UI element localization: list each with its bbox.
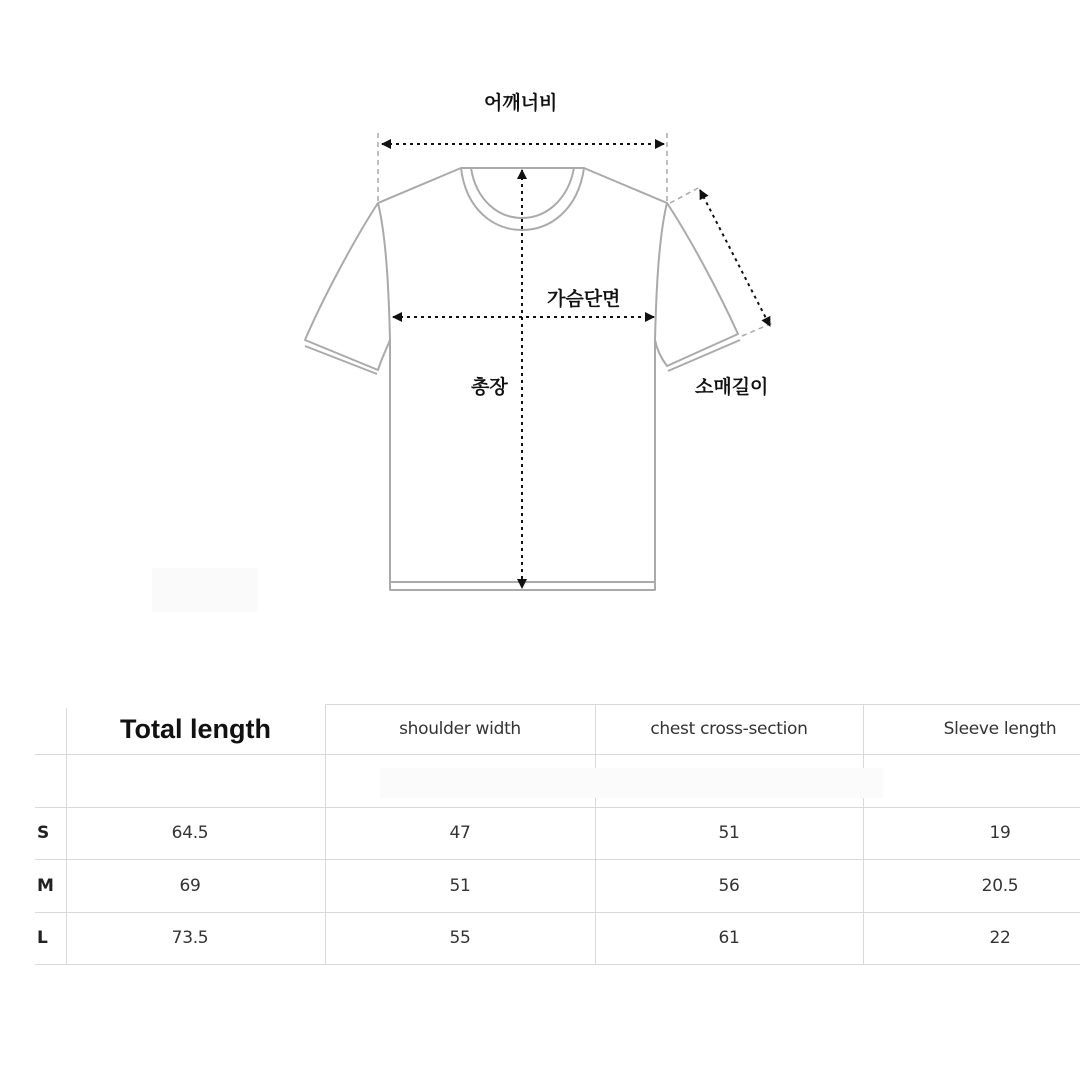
- table-cell: 61: [718, 928, 740, 948]
- table-cell: 55: [449, 928, 471, 948]
- table-cell: 20.5: [981, 875, 1019, 896]
- table-cell: 69: [179, 875, 201, 896]
- header-chest-cross-section: chest cross-section: [650, 719, 808, 739]
- size-label-l: L: [37, 928, 48, 948]
- table-cell: 51: [449, 875, 471, 896]
- table-cell: 56: [718, 875, 740, 896]
- table-cell: 19: [989, 823, 1011, 843]
- faint-placeholder-box: [152, 568, 258, 612]
- faint-band: [380, 768, 883, 798]
- table-cell: 51: [718, 823, 740, 843]
- chest-label: 가슴단면: [547, 288, 621, 310]
- size-label-m: M: [37, 875, 54, 896]
- table-cell: 47: [449, 823, 471, 843]
- table-cell: 22: [989, 928, 1011, 948]
- header-sleeve-length: Sleeve length: [943, 719, 1057, 739]
- header-shoulder-width: shoulder width: [399, 719, 521, 739]
- size-label-s: S: [37, 823, 49, 843]
- total-length-label: 총장: [471, 376, 508, 398]
- shoulder-width-label: 어깨너비: [484, 92, 558, 114]
- table-cell: 73.5: [171, 928, 209, 948]
- table-cell: 64.5: [171, 823, 209, 843]
- tshirt-outline: [305, 168, 740, 590]
- sleeve-length-arrow: [700, 190, 770, 326]
- sleeve-length-label: 소매길이: [695, 376, 769, 398]
- header-total-length: Total length: [120, 713, 271, 744]
